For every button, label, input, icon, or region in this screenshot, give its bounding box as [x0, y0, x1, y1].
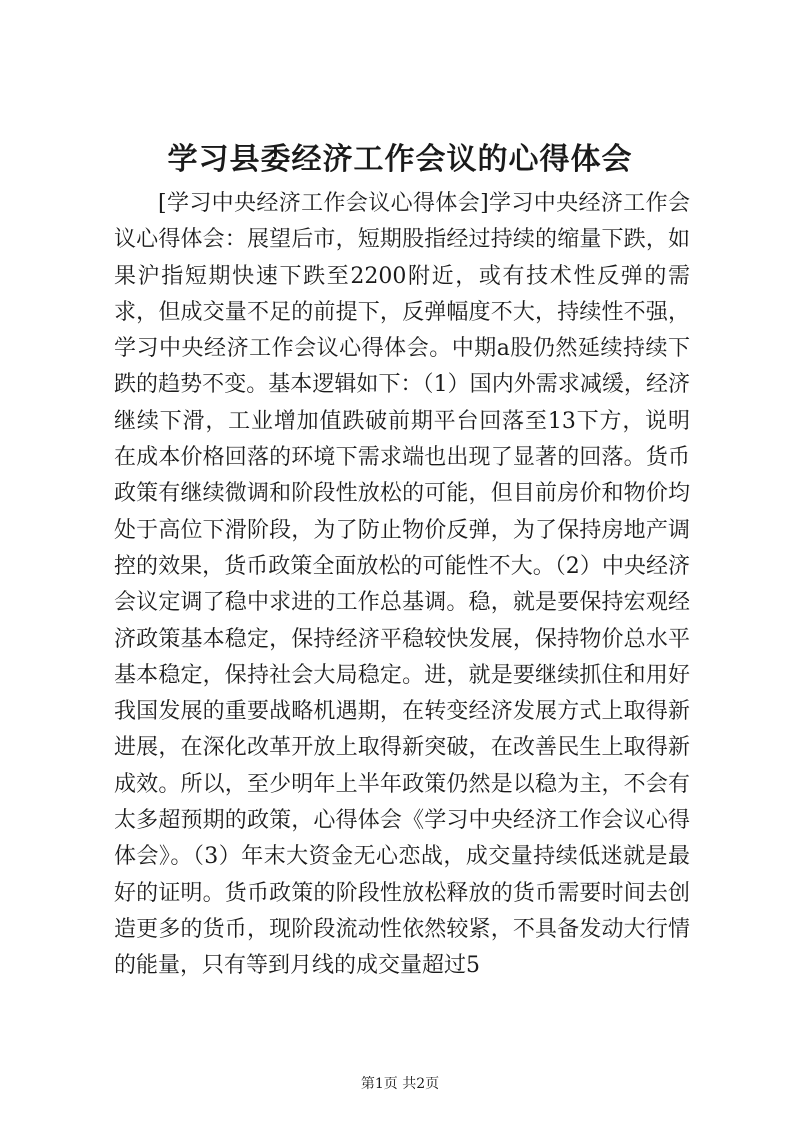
- document-title: 学习县委经济工作会议的心得体会: [167, 142, 633, 177]
- document-body-paragraph: [学习中央经济工作会议心得体会]学习中央经济工作会议心得体会：展望后市，短期股指经过持续的缩量下跌，如果沪指短期快速下跌至2200附近，或有技术性反弹的需求，但成交量不足的前提下，反弹幅度不大，持续性不强，学习中央经济工作会议心得体会。中期a股仍然延续持续下跌的趋势不变。基本逻辑如下：（1）国内外需求减缓，经济继续下滑，工业增加值跌破前期平台回落至13下方，说明在成本价格回落的环境下需求端也出现了显著的回落。货币政策有继续微调和阶段性放松的可能，但目前房价和物价均处于高位下滑阶段，为了防止物价反弹，为了保持房地产调控的效果，货币政策全面放松的可能性不大。（2）中央经济会议定调了稳中求进的工作总基调。稳，就是要保持宏观经济政策基本稳定，保持经济平稳较快发展，保持物价总水平基本稳定，保持社会大局稳定。进，就是要继续抓住和用好我国发展的重要战略机遇期，在转变经济发展方式上取得新进展，在深化改革开放上取得新突破，在改善民生上取得新成效。所以，至少明年上半年政策仍然是以稳为主，不会有太多超预期的政策，心得体会《学习中央经济工作会议心得体会》。（3）年末大资金无心恋战，成交量持续低迷就是最好的证明。货币政策的阶段性放松释放的货币需要时间去创造更多的货币，现阶段流动性依然较紧，不具备发动大行情的能量，只有等到月线的成交量超过5: [114, 191, 690, 979]
- page-footer: 第1页 共2页: [360, 1076, 440, 1092]
